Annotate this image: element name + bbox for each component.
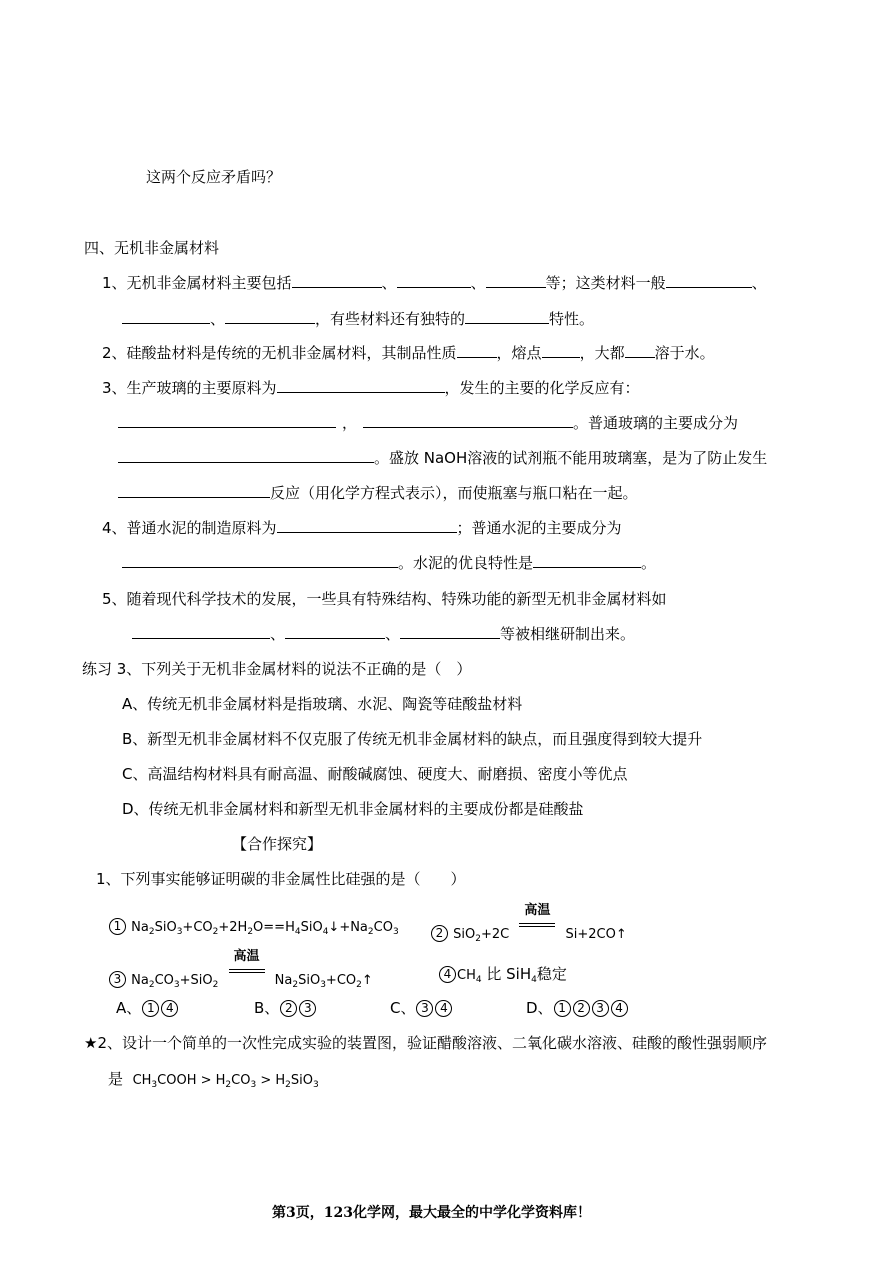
- blank[interactable]: [666, 273, 752, 288]
- circled-number: 2: [573, 1000, 590, 1017]
- blank[interactable]: [542, 343, 580, 358]
- blank[interactable]: [122, 553, 398, 568]
- blank[interactable]: [465, 309, 549, 324]
- section-title: 四、无机非金属材料: [84, 239, 220, 257]
- coop-1-option-a[interactable]: A、 1 4: [116, 998, 179, 1018]
- blank[interactable]: [225, 309, 315, 324]
- reaction-2: 2 SiO$_2$+2C 高温 Si+2CO↑: [430, 918, 627, 949]
- coop-1-stem: 1、下列事实能够证明碳的非金属性比硅强的是（ ）: [96, 870, 466, 888]
- blank[interactable]: [400, 624, 500, 639]
- practice-3-option-b[interactable]: B、新型无机非金属材料不仅克服了传统无机非金属材料的缺点，而且强度得到较大提升: [122, 730, 703, 748]
- circled-number: 3: [416, 1000, 433, 1017]
- blank[interactable]: [132, 624, 270, 639]
- item-4-line-2: 。水泥的优良特性是 。: [122, 553, 656, 573]
- coop-1-option-c[interactable]: C、 3 4: [390, 998, 453, 1018]
- reaction-condition: 高温: [229, 964, 265, 982]
- item-1-line-1: 1、无机非金属材料主要包括 、 、 等；这类材料一般 、: [102, 274, 767, 292]
- blank[interactable]: [277, 378, 445, 393]
- blank[interactable]: [118, 448, 374, 463]
- item-3-line-1: 3、生产玻璃的主要原料为 ，发生的主要的化学反应有：: [102, 379, 640, 397]
- blank[interactable]: [285, 624, 385, 639]
- practice-3-option-d[interactable]: D、传统无机非金属材料和新型无机非金属材料的主要成份都是硅酸盐: [122, 800, 584, 818]
- circled-number: 4: [611, 1000, 628, 1017]
- reaction-1: 1 $Na_2SiO_3+CO_2+2H_2O==H_4SiO_4↓+Na_2CO_3$: [108, 918, 399, 942]
- blank[interactable]: [118, 483, 270, 498]
- coop-2-formula: 是 $CH_3COOH > H_2CO_3 > H_2SiO_3$: [108, 1070, 319, 1090]
- blank[interactable]: [457, 343, 497, 358]
- circled-number: 3: [592, 1000, 609, 1017]
- reaction-3: 3 $Na_2CO_3+SiO_2$ 高温 $Na_2SiO_3+CO_2↑$: [108, 964, 373, 995]
- coop-title: 【合作探究】: [232, 835, 323, 853]
- circled-number: 2: [280, 1000, 297, 1017]
- circled-number: 1: [109, 918, 126, 935]
- page-footer: 第3页，123化学网，最大最全的中学化学资料库！: [272, 1205, 591, 1221]
- item-1-line-2: 、 ，有些材料还有独特的 特性。: [122, 309, 594, 329]
- circled-number: 1: [142, 1000, 159, 1017]
- blank[interactable]: [625, 343, 655, 358]
- item-2: 2、硅酸盐材料是传统的无机非金属材料，其制品性质 ，熔点 ，大都 溶于水。: [102, 344, 715, 362]
- practice-3-option-c[interactable]: C、高温结构材料具有耐高温、耐酸碱腐蚀、硬度大、耐磨损、密度小等优点: [122, 765, 628, 783]
- circled-number: 1: [554, 1000, 571, 1017]
- blank[interactable]: [397, 273, 471, 288]
- circled-number: 2: [431, 925, 448, 942]
- circled-number: 3: [299, 1000, 316, 1017]
- blank[interactable]: [118, 413, 336, 428]
- circled-number: 4: [439, 966, 456, 983]
- coop-2-stem: ★2、设计一个简单的一次性完成实验的装置图，验证醋酸溶液、二氧化碳水溶液、硅酸的酸性强弱顺序: [84, 1034, 767, 1052]
- blank[interactable]: [122, 309, 210, 324]
- circled-number: 4: [435, 1000, 452, 1017]
- item-3-line-4: 反应（用化学方程式表示），而使瓶塞与瓶口粘在一起。: [118, 483, 638, 503]
- blank[interactable]: [277, 518, 457, 533]
- item-3-line-3: 。盛放 NaOH溶液的试剂瓶不能用玻璃塞，是为了防止发生: [118, 448, 767, 468]
- practice-3-stem: 练习 3、下列关于无机非金属材料的说法不正确的是（ ）: [82, 660, 472, 678]
- reaction-4: 4 $CH_4$ 比 SiH$_4$稳定: [438, 964, 567, 990]
- blank[interactable]: [363, 413, 573, 428]
- item-3-line-2: ， 。普通玻璃的主要成分为: [118, 413, 738, 433]
- item-4-line-1: 4、普通水泥的制造原料为 ；普通水泥的主要成分为: [102, 519, 622, 537]
- item-5-line-1: 5、随着现代科学技术的发展，一些具有特殊结构、特殊功能的新型无机非金属材料如: [102, 590, 667, 608]
- contradiction-question: 这两个反应矛盾吗？: [146, 168, 282, 186]
- circled-number: 3: [109, 971, 126, 988]
- blank[interactable]: [533, 553, 641, 568]
- reaction-condition: 高温: [519, 918, 555, 936]
- practice-3-option-a[interactable]: A、传统无机非金属材料是指玻璃、水泥、陶瓷等硅酸盐材料: [122, 695, 523, 713]
- item-5-line-2: 、 、 等被相继研制出来。: [132, 624, 635, 644]
- blank[interactable]: [486, 273, 546, 288]
- coop-1-option-b[interactable]: B、 2 3: [254, 998, 317, 1018]
- coop-1-option-d[interactable]: D、 1 2 3 4: [526, 998, 629, 1018]
- blank[interactable]: [292, 273, 382, 288]
- circled-number: 4: [161, 1000, 178, 1017]
